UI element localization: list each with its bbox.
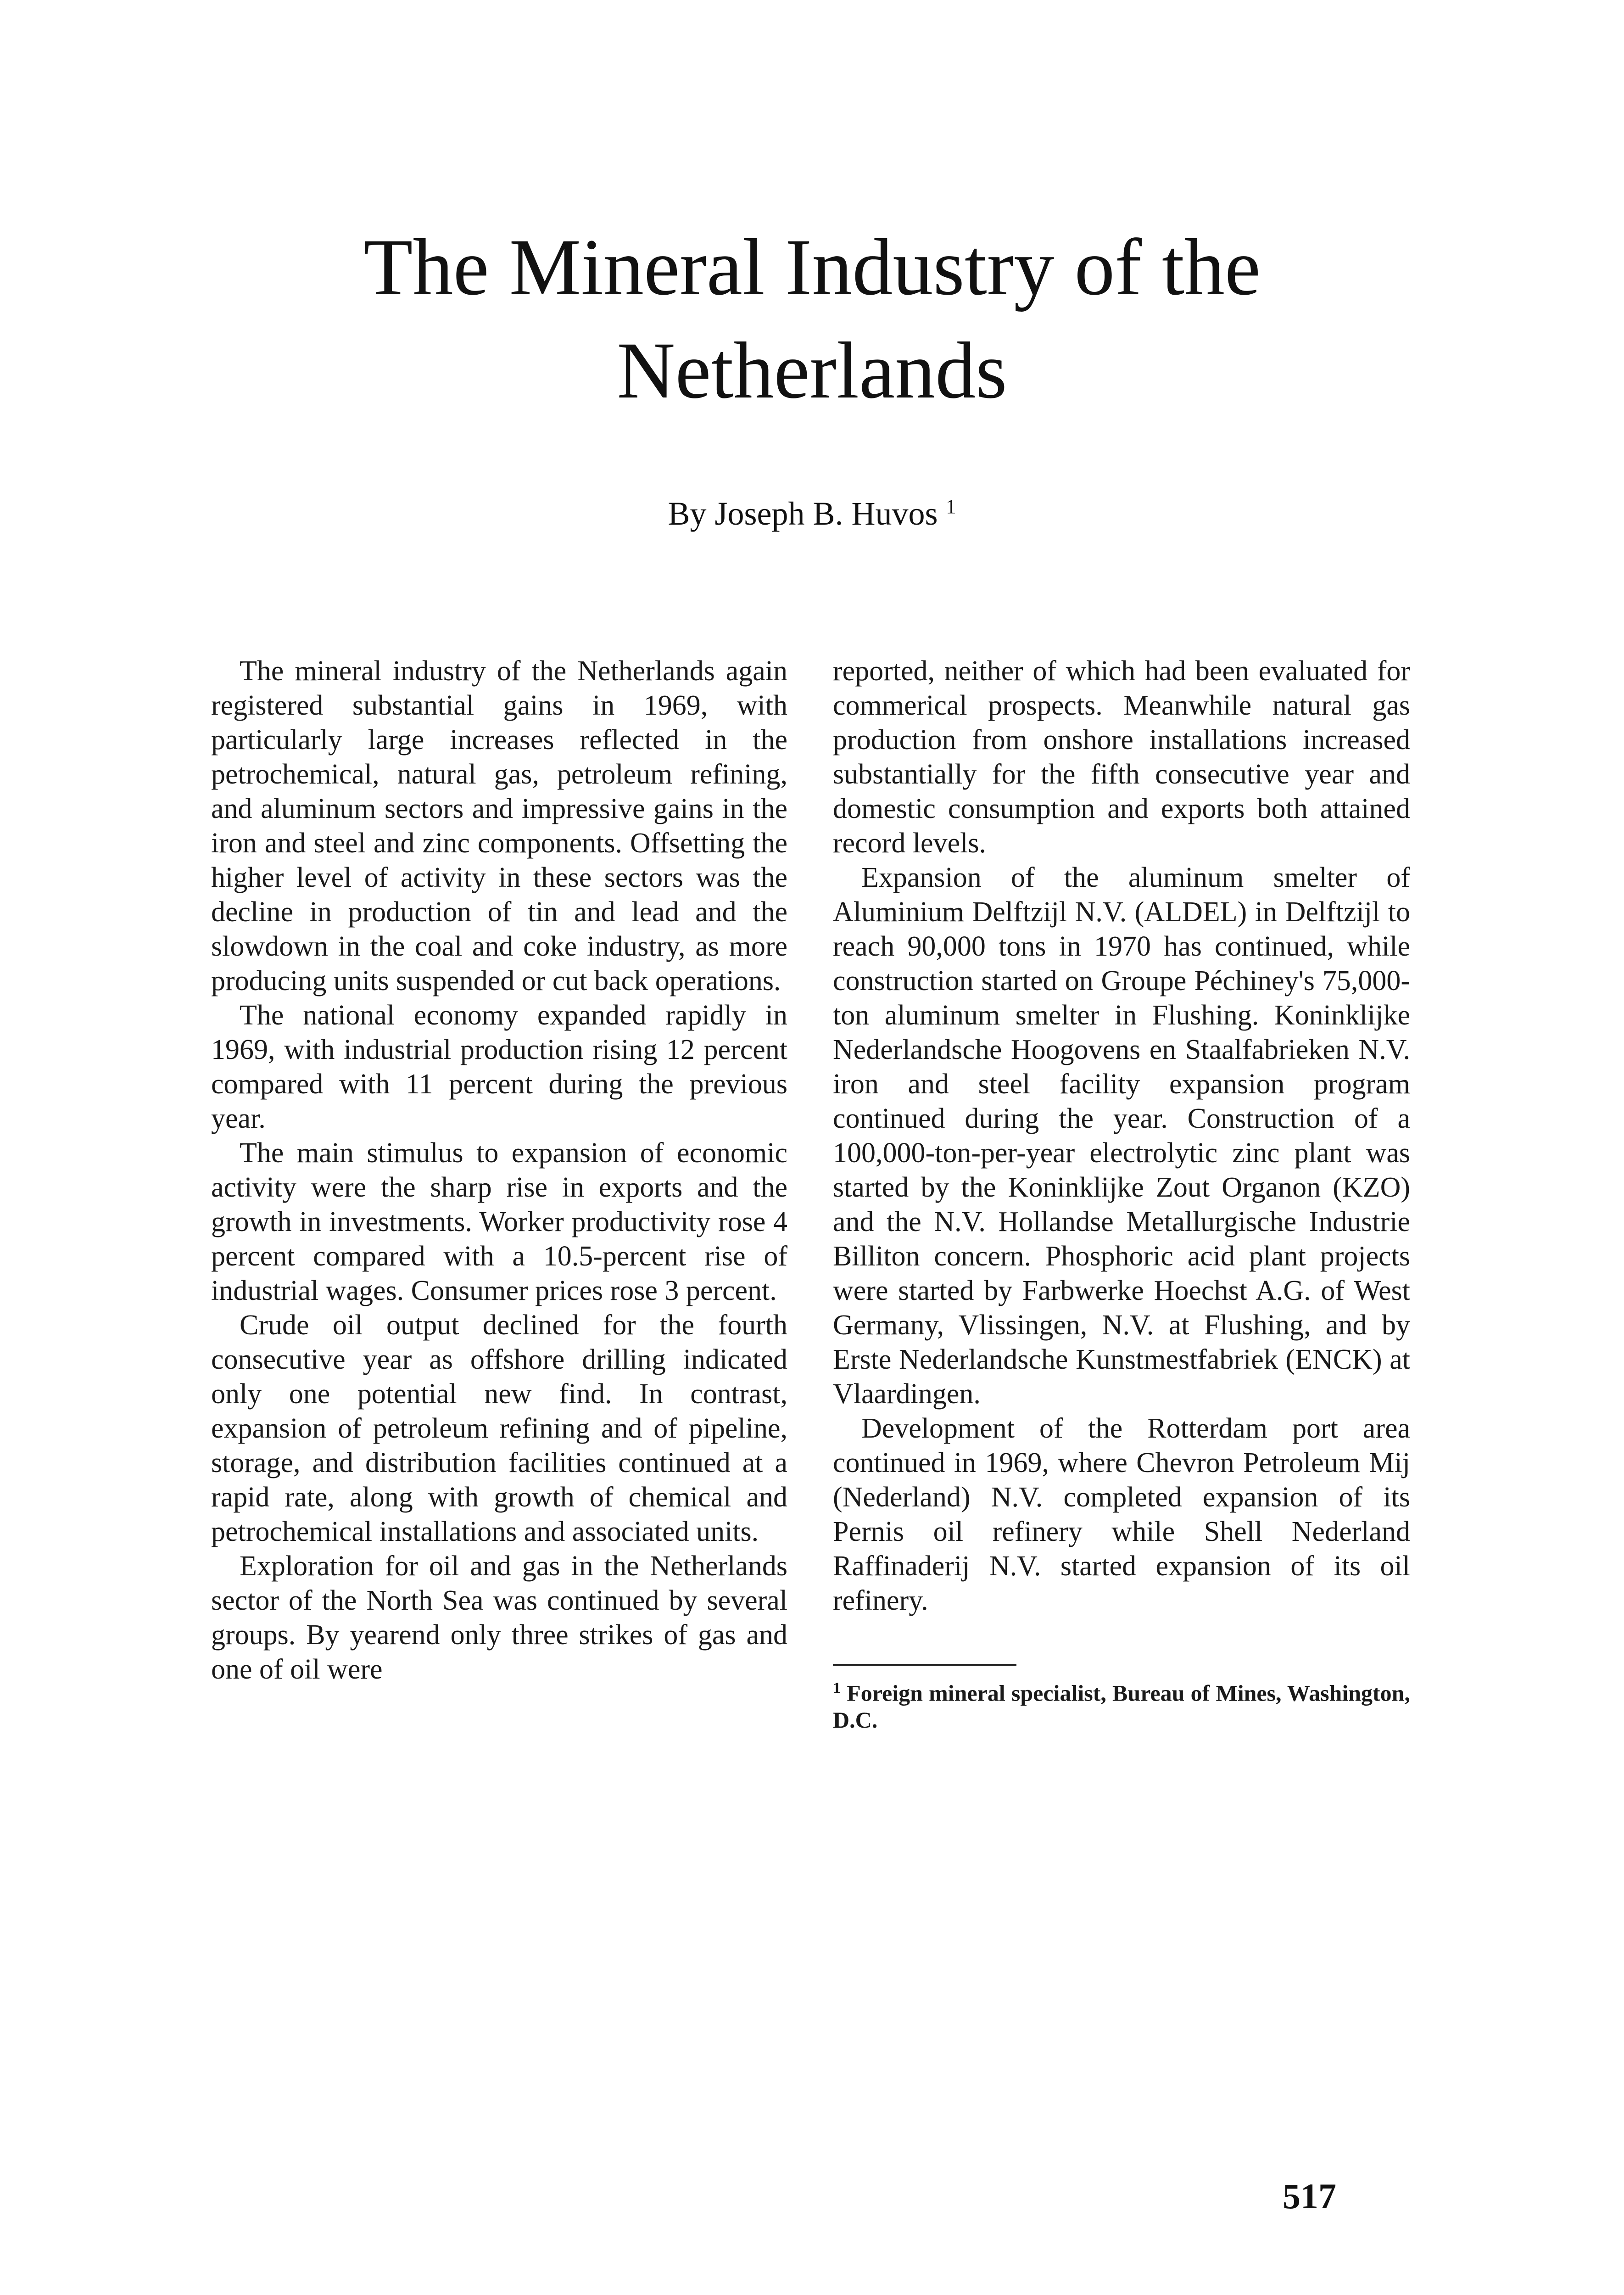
right-column [833, 654, 1410, 1733]
paragraph-4: Crude oil output declined for the fourth consecutive year as offshore drilling indicated only one potential new find. In contrast, expansion of petroleum refining and of pipeline, storage, and distribution facilities continued at a rapid rate, along with growth of chemical and petrochemical installations and associated units. [211, 1310, 787, 1547]
article-title [0, 216, 1624, 422]
paragraph-1: The mineral industry of the Netherlands again registered substantial gains in 1969, with particularly large increases reflected in the petrochemical, natural gas, petroleum refining, and aluminum sectors and impressive gains in the iron and steel and zinc components. Offsetting the higher level of activity in these sectors was the decline in production of tin and lead and the slowdown in the coal and coke industry, as more producing units suspended or cut back operations. [211, 655, 787, 996]
paragraph-3: The main stimulus to expansion of economic activity were the sharp rise in exports and the growth in investments. Worker productivity rose 4 percent compared with a 10.5-percent rise of industrial wages. Consumer prices rose 3 percent. [211, 1137, 787, 1306]
author-name: By Joseph B. Huvos [668, 495, 938, 532]
footnote-divider [833, 1664, 1016, 1666]
footnote-marker: 1 [833, 1679, 841, 1696]
author-byline [0, 495, 1624, 533]
paragraph-7: Development of the Rotterdam port area continued in 1969, where Chevron Petroleum Mij (Nederland) N.V. completed expansion of its Pernis oil refinery while Shell Nederland Raffinaderij N.V. started expansion of its oil refinery. [833, 1413, 1410, 1616]
paragraph-6: Expansion of the aluminum smelter of Aluminium Delftzijl N.V. (ALDEL) in Delftzijl to reach 90,000 tons in 1970 has continued, while construction started on Groupe Péchiney's 75,000-ton aluminum smelter in Flushing. Koninklijke Nederlandsche Hoogovens en Staalfabrieken N.V. iron and steel facility expansion program continued during the year. Construction of a 100,000-ton-per-year electrolytic zinc plant was started by the Koninklijke Zout Organon (KZO) and the N.V. Hollandse Metallurgische Industrie Billiton concern. Phosphoric acid plant projects were started by Farbwerke Hoechst A.G. of West Germany, Vlissingen, N.V. at Flushing, and by Erste Nederlandsche Kunstmestfabriek (ENCK) at Vlaardingen. [833, 862, 1410, 1410]
page-number: 517 [1283, 2176, 1336, 2216]
byline-footnote-marker: 1 [946, 495, 956, 518]
title-line-1: The Mineral Industry of the [363, 223, 1261, 312]
footnote [833, 1675, 1410, 1733]
footnote-text: Foreign mineral specialist, Bureau of Mines, Washington, D.C. [833, 1680, 1410, 1733]
title-line-2: Netherlands [617, 326, 1007, 415]
paragraph-5-continued: reported, neither of which had been evaluated for commerical prospects. Meanwhile natural gas production from onshore installations increased substantially for the fifth consecutive year and domestic consumption and exports both attained record levels. [833, 655, 1410, 859]
paragraph-5: Exploration for oil and gas in the Netherlands sector of the North Sea was continued by several groups. By yearend only three strikes of gas and one of oil were [211, 1551, 787, 1685]
paragraph-2: The national economy expanded rapidly in 1969, with industrial production rising 12 percent compared with 11 percent during the previous year. [211, 1000, 787, 1134]
left-column [211, 654, 787, 1687]
